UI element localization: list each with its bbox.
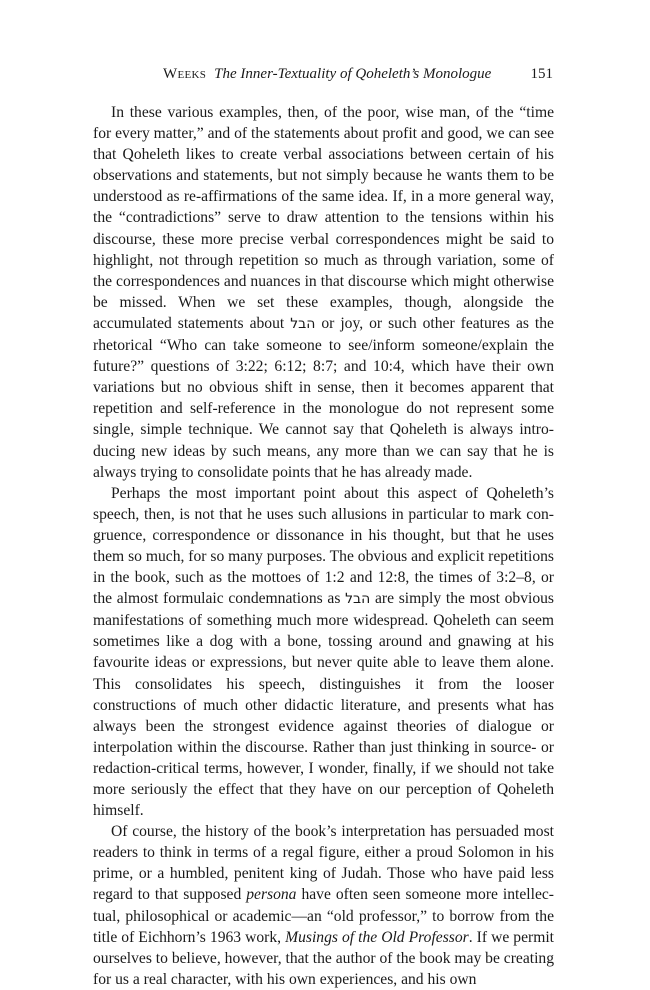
body-text [93, 102, 554, 990]
running-head [93, 64, 553, 84]
text-segment: Perhaps the most important point about this aspect of Qoheleth’s speech, then, is not that he uses such allusions in particular to mark congruence, correspondence or dissonance in his thought, but that he uses them so much, for so many purposes. The obvious and explicit repetitions in the book, such as the mottoes of 1:2 and 12:8, the times of 3:2–8, or the almost formulaic condemnations as [93, 484, 554, 608]
italic-term: persona [246, 886, 297, 904]
text-segment: have often seen someone more intellectual, philosophical or academic—an “old professor,” to borrow from the title of Eichhorn’s 1963 work, [93, 886, 554, 946]
text-segment: Of course, the history of the book’s interpretation has persuaded most readers to think in terms of a regal figure, either a proud Solomon in his prime, or a humbled, penitent king of Judah. Those who have paid less regard to that supposed [93, 823, 554, 904]
text-segment: are simply the most obvious manifestations of something much more widespread. Qoheleth can seem sometimes like a dog with a bone, tossing around and gnawing at his favourite ideas or expressions, but never quite able to leave them alone. This consolidates his speech, distinguishes it from the looser constructions of much other didactic literature, and presents what has always been the strongest evidence against theories of dialogue or interpolation within the discourse. Rather than just thinking in source- or redaction-critical terms, however, I wonder, finally, if we should not take more seriously the effect that they have on our perception of Qoheleth himself. [93, 590, 554, 820]
paragraph [93, 102, 554, 483]
page-number: 151 [530, 66, 553, 82]
text-segment: In these various examples, then, of the poor, wise man, of the “time for every matter,” and of the statements about profit and good, we can see that Qoheleth likes to create verbal associations between certain of his observations and statements, but not simply because he wants them to be understood as re-affirmations of the same idea. If, in a more general way, the “contradictions” serve to draw attention to the tensions within his discourse, these more precise verbal correspondences might be said to highlight, not through repetition so much as through variation, some of the correspondences and nuances in that discourse which might otherwise be missed. When we set these examples, though, alongside the accumulated statements about [93, 104, 554, 332]
running-head-title: The Inner-Textuality of Qoheleth’s Monologue [214, 66, 492, 82]
hebrew-word: הבל [345, 591, 371, 608]
running-head-author: Weeks [163, 66, 207, 82]
paragraph [93, 821, 554, 990]
book-title: Musings of the Old Professor [285, 928, 469, 946]
running-head-left [163, 64, 491, 84]
text-segment: . If we permit ourselves to believe, however, that the author of the book may be creating for us a real character, with his own experiences, and his own [93, 928, 554, 988]
text-segment: or joy, or such other features as the rhetorical “Who can take someone to see/inform someone/explain the future?” questions of 3:22; 6:12; 8:7; and 10:4, which have their own variations but no obvious shift in sense, then it becomes apparent that repetition and self-reference in the monologue do not represent some single, simple technique. We cannot say that Qoheleth is always introducing new ideas by such means, any more than we can say that he is always trying to consolidate points that he has already made. [93, 314, 554, 481]
hebrew-word: הבל [290, 315, 316, 332]
paragraph [93, 483, 554, 822]
